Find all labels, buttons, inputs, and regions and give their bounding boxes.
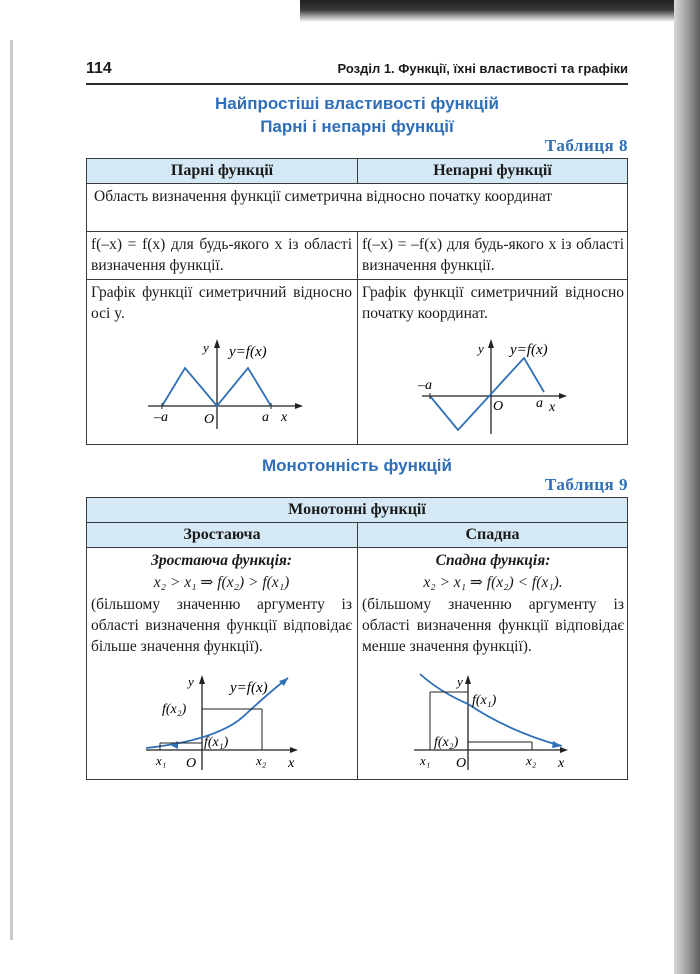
origin-label: O [456,756,467,771]
curve-arrow [552,741,562,748]
table-8-label: Таблиця 8 [544,136,628,155]
even-function-graph [140,334,310,434]
divider [357,522,358,779]
y-axis-arrow [214,339,220,348]
table-9-label: Таблиця 9 [544,475,628,494]
y-axis-arrow [465,675,471,684]
header-increasing: Зростаюча [87,523,357,547]
function-label: y=f(x) [229,344,267,360]
monotonic-heading: Монотонність функцій [262,456,452,475]
book-spine-shadow [674,0,700,974]
x2-label: x₂ [526,753,537,768]
neg-a-label: –a [418,378,432,393]
a-label: a [262,410,269,425]
origin-label: O [186,756,197,771]
x-axis-arrow [559,393,567,399]
odd-curve [430,358,544,430]
y-label: y [457,674,463,689]
header-even-functions: Парні функції [87,159,357,183]
domain-symmetry-text: Область визначення функції симетрична відносно початку координат [94,188,553,205]
x-axis-arrow [560,747,568,753]
page-edge-left [10,40,13,940]
odd-definition: f(–x) = –f(x) для будь-якого x із області визначення функції. [362,236,624,274]
neg-a-label: –a [154,410,168,425]
decreasing-title: Спадна функція: [435,552,551,569]
origin-label: O [204,412,215,427]
page-number: 114 [86,60,112,77]
x-label: x [558,756,565,771]
odd-function-graph [412,334,582,436]
divider [86,279,628,280]
heading-line-1: Найпростіші властивості функцій [215,94,499,113]
fx1-label: f(x₁) [204,735,229,750]
fx1-label: f(x₁) [472,693,497,708]
even-graph-property: Графік функції симетричний відносно осі y. [91,284,352,322]
header-rule [86,83,628,85]
x-axis-arrow [290,747,298,753]
divider [357,231,358,444]
even-definition: f(–x) = f(x) для будь-якого x із області визначення функції. [91,236,352,274]
x-label: x [288,756,295,771]
y-axis-arrow [488,339,494,348]
fx2-label: f(x₂) [162,702,187,717]
increasing-function-graph [140,670,310,776]
running-header [86,58,628,82]
divider [357,159,358,183]
x-axis-arrow [295,403,303,409]
y-label: y [188,674,194,689]
x-label: x [281,410,288,425]
decreasing-function-graph [410,670,580,776]
increasing-description: (більшому значенню аргументу із області визначення функції відповідає більше значення функції). [91,596,352,655]
y-axis-arrow [199,675,205,684]
fx2-label: f(x₂) [434,735,459,750]
curve-arrow-left [170,741,178,749]
divider [86,183,628,184]
page-shadow-top [300,0,700,22]
x-label: x [549,400,556,415]
x1-label: x₁ [156,753,167,768]
header-decreasing: Спадна [358,523,627,547]
a-label: a [536,396,543,411]
heading-line-2: Парні і непарні функції [260,117,454,136]
header-odd-functions: Непарні функції [358,159,627,183]
section-title: Розділ 1. Функції, їхні властивості та графіки [337,61,628,76]
decreasing-description: (більшому значенню аргументу із області визначення функції відповідає менше значення функції). [362,596,624,655]
odd-graph-property: Графік функції симетричний відносно початку координат. [362,284,624,322]
origin-label: O [493,399,504,414]
header-monotonic: Монотонні функції [87,498,627,522]
decreasing-formula: x₂ > x₁ ⇒ f(x₂) < f(x₁). [423,574,563,591]
increasing-title: Зростаюча функція: [150,552,293,569]
y-label: y [203,340,209,355]
x2-label: x₂ [256,753,267,768]
x1-label: x₁ [420,753,431,768]
y-label: y [478,341,484,356]
function-label: y=f(x) [510,342,548,358]
increasing-formula: x₂ > x₁ ⇒ f(x₂) > f(x₁) [153,574,290,591]
function-label: y=f(x) [230,680,268,696]
